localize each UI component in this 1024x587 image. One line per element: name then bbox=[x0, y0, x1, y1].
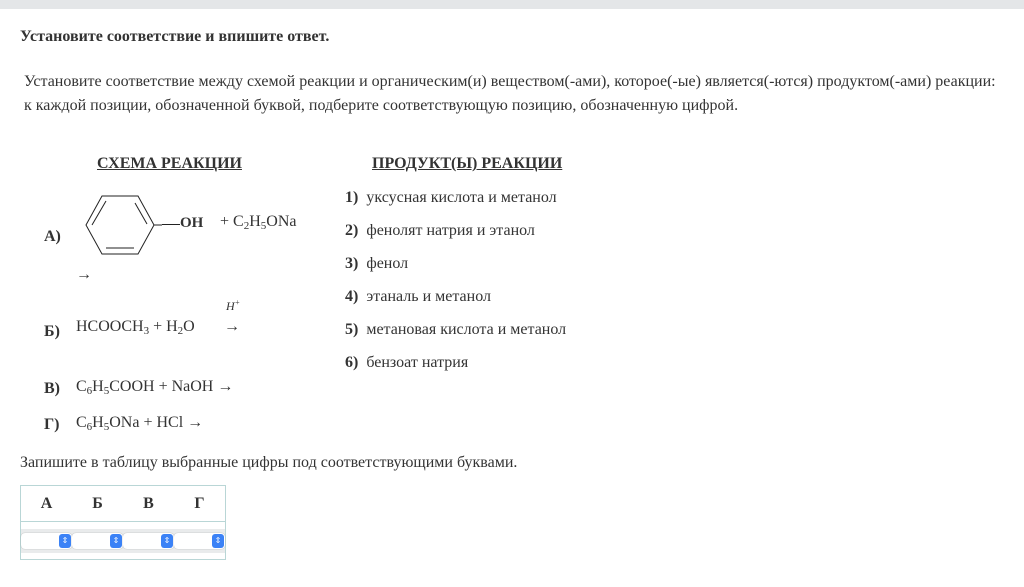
reaction-v-label: В) bbox=[44, 380, 60, 397]
product-item: 1) уксусная кислота и метанол bbox=[345, 189, 557, 206]
reaction-g-scheme: $C_6H_5ONa$ + HCl → bbox=[76, 414, 204, 433]
product-item: 5) метановая кислота и метанол bbox=[345, 321, 567, 338]
column-header-g: Г bbox=[194, 494, 205, 512]
answer-select-g[interactable] bbox=[174, 533, 225, 549]
product-item: 4) этаналь и метанол bbox=[345, 288, 491, 305]
column-header-v: В bbox=[143, 494, 154, 512]
instruction-line-1: Установите соответствие между схемой реакции и органическим(и) веществом(-ами), которое(-ые) является(-ются) продуктом(-ами) реакции: bbox=[24, 73, 996, 90]
product-item: 3) фенол bbox=[345, 255, 409, 272]
select-arrows-icon: ⇕ bbox=[59, 534, 71, 548]
select-arrows-icon: ⇕ bbox=[212, 534, 224, 548]
answer-select-b[interactable] bbox=[72, 533, 123, 549]
oh-group: OH bbox=[180, 215, 204, 231]
top-bar bbox=[0, 0, 1024, 9]
reaction-a-arrow: → bbox=[76, 266, 92, 283]
answer-table bbox=[20, 485, 226, 560]
catalyst: H+ bbox=[226, 298, 241, 313]
reaction-b-arrow: → bbox=[224, 318, 240, 335]
reaction-a-label: А) bbox=[44, 228, 61, 245]
reaction-a-reagent: + $C_2H_5ONa$ bbox=[220, 213, 297, 232]
product-item: 6) бензоат натрия bbox=[345, 354, 469, 371]
reaction-v-scheme: $C_6H_5COOH$ + NaOH → bbox=[76, 378, 234, 397]
select-arrows-icon: ⇕ bbox=[161, 534, 173, 548]
answer-prompt: Запишите в таблицу выбранные цифры под соответствующими буквами. bbox=[20, 454, 518, 471]
instruction-line-2: к каждой позиции, обозначенной буквой, подберите соответствующую позицию, обозначенную цифрой. bbox=[24, 97, 739, 114]
task-title: Установите соответствие и впишите ответ. bbox=[20, 28, 330, 45]
select-arrows-icon: ⇕ bbox=[110, 534, 122, 548]
product-item: 2) фенолят натрия и этанол bbox=[345, 222, 535, 239]
benzene-ring-icon bbox=[82, 192, 162, 258]
right-column-header: ПРОДУКТ(Ы) РЕАКЦИИ bbox=[372, 155, 563, 172]
answer-select-v[interactable] bbox=[123, 533, 174, 549]
column-header-a: А bbox=[40, 494, 53, 512]
column-header-b: Б bbox=[92, 494, 103, 512]
instruction bbox=[24, 70, 998, 118]
reaction-g-label: Г) bbox=[44, 416, 60, 433]
bond-line bbox=[162, 224, 180, 225]
reaction-b-scheme: $HCOOCH_3 + H_2O$ bbox=[76, 318, 195, 337]
reaction-b-label: Б) bbox=[44, 323, 60, 340]
answer-select-a[interactable] bbox=[21, 533, 72, 549]
left-column-header: СХЕМА РЕАКЦИИ bbox=[97, 155, 242, 172]
